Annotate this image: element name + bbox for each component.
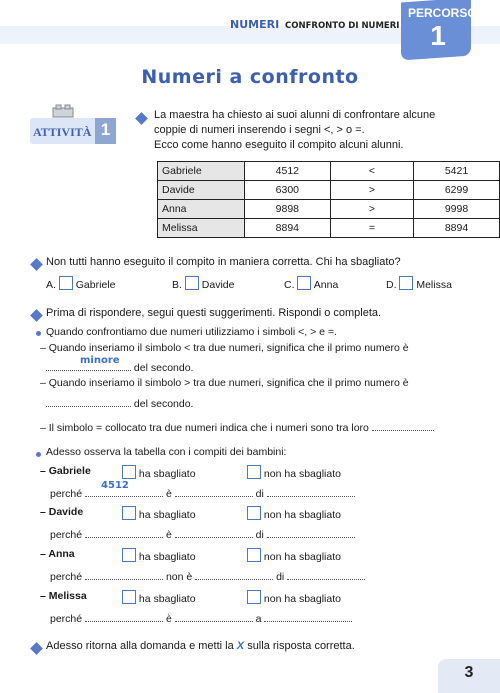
diamond-icon (30, 642, 43, 655)
activity-label: ATTIVITÀ (33, 125, 92, 139)
answer-blank[interactable] (372, 420, 434, 431)
handwritten-answer: 4512 (101, 480, 129, 491)
answer-blank[interactable] (267, 486, 355, 497)
option-wrong[interactable]: ha sbagliato (122, 506, 196, 521)
page-title: Numeri a confronto (141, 66, 359, 88)
answer-blank[interactable] (46, 396, 131, 407)
option-d[interactable]: D. Melissa (386, 276, 452, 291)
option-wrong[interactable]: ha sbagliato (122, 465, 196, 480)
checkbox-b[interactable] (185, 276, 199, 290)
table-row: Gabriele 4512 < 5421 (158, 162, 500, 181)
percorso-label: PERCORSO (408, 6, 477, 20)
checkbox-not-wrong[interactable] (247, 465, 261, 479)
answer-blank[interactable] (85, 611, 163, 622)
checkbox-not-wrong[interactable] (247, 548, 261, 562)
checkbox-not-wrong[interactable] (247, 590, 261, 604)
option-not-wrong[interactable]: non ha sbagliato (247, 590, 341, 605)
option-not-wrong[interactable]: non ha sbagliato (247, 548, 341, 563)
page-number: 3 (464, 664, 474, 681)
answer-blank[interactable] (175, 527, 253, 538)
header-section: NUMERI CONFRONTO DI NUMERI (230, 18, 400, 31)
answer-blank[interactable] (46, 355, 131, 371)
because-line: perché non è di (50, 569, 365, 583)
instructions-heading: Prima di rispondere, segui questi suggerimenti. Rispondi o completa. (46, 307, 382, 319)
bullet-observe: Adesso osserva la tabella con i compiti dei bambini: (46, 446, 287, 458)
table-row: Davide 6300 > 6299 (158, 181, 500, 200)
answer-blank[interactable] (287, 569, 365, 580)
question-text: Non tutti hanno eseguito il compito in maniera corretta. Chi ha sbagliato? (46, 256, 401, 268)
table-row: Anna 9898 > 9998 (158, 200, 500, 219)
table-row: Melissa 8894 = 8894 (158, 219, 500, 238)
lego-icon (52, 104, 74, 116)
diamond-icon (30, 309, 43, 322)
diamond-icon (30, 258, 43, 271)
answer-blank[interactable] (175, 611, 253, 622)
child-block-davide: – Davide ha sbagliato non ha sbagliato perché è di (40, 506, 480, 546)
checkbox-wrong[interactable] (122, 590, 136, 604)
answer-blank[interactable] (85, 569, 163, 580)
checkbox-a[interactable] (59, 276, 73, 290)
intro-text: La maestra ha chiesto ai suoi alunni di confrontare alcune coppie di numeri inserendo i segni <, > o =. Ecco come hanno eseguito il compito alcuni alunni. (154, 109, 436, 151)
answer-blank[interactable] (267, 527, 355, 538)
checkbox-wrong[interactable] (122, 506, 136, 520)
checkbox-d[interactable] (399, 276, 413, 290)
option-a[interactable]: A. Gabriele (46, 276, 115, 291)
option-wrong[interactable]: ha sbagliato (122, 590, 196, 605)
line-major-answer: del secondo. (46, 396, 193, 410)
because-line: perché è a (50, 611, 352, 625)
checkbox-not-wrong[interactable] (247, 506, 261, 520)
x-mark-icon: X (236, 640, 245, 652)
header-bar (0, 0, 500, 55)
because-line: perché 4512 è di (50, 486, 355, 500)
handwritten-answer: minore (80, 355, 120, 366)
option-c[interactable]: C. Anna (284, 276, 338, 291)
diamond-icon (135, 112, 148, 125)
line-equal: – Il simbolo = collocato tra due numeri indica che i numeri sono tra loro (40, 420, 434, 434)
option-not-wrong[interactable]: non ha sbagliato (247, 506, 341, 521)
answer-blank[interactable] (85, 527, 163, 538)
comparison-table (157, 161, 500, 238)
answer-blank[interactable] (175, 486, 253, 497)
checkbox-wrong[interactable] (122, 548, 136, 562)
line-minor: – Quando inseriamo il simbolo < tra due numeri, significa che il primo numero è (40, 342, 409, 354)
percorso-number: 1 (430, 20, 446, 51)
checkbox-wrong[interactable] (122, 465, 136, 479)
child-block-gabriele: – Gabriele ha sbagliato non ha sbagliato perché 4512 è di (40, 465, 480, 505)
bullet-icon (36, 452, 41, 457)
answer-blank[interactable] (264, 611, 352, 622)
line-minor-answer: minore del secondo. (46, 360, 193, 374)
child-block-melissa: – Melissa ha sbagliato non ha sbagliato perché è a (40, 590, 480, 630)
answer-blank[interactable] (195, 569, 273, 580)
final-instruction: Adesso ritorna alla domanda e metti la X sulla risposta corretta. (46, 640, 355, 652)
because-line: perché è di (50, 527, 355, 541)
bullet-icon (36, 331, 41, 336)
bullet-symbols: Quando confrontiamo due numeri utilizziamo i simboli <, > e =. (46, 326, 337, 338)
option-wrong[interactable]: ha sbagliato (122, 548, 196, 563)
header-subsection: CONFRONTO DI NUMERI (285, 21, 400, 31)
checkbox-c[interactable] (297, 276, 311, 290)
option-not-wrong[interactable]: non ha sbagliato (247, 465, 341, 480)
answer-blank[interactable] (85, 480, 163, 497)
child-block-anna: – Anna ha sbagliato non ha sbagliato perché non è di (40, 548, 480, 588)
option-b[interactable]: B. Davide (172, 276, 234, 291)
line-major: – Quando inseriamo il simbolo > tra due numeri, significa che il primo numero è (40, 377, 409, 389)
activity-number: 1 (100, 120, 111, 139)
